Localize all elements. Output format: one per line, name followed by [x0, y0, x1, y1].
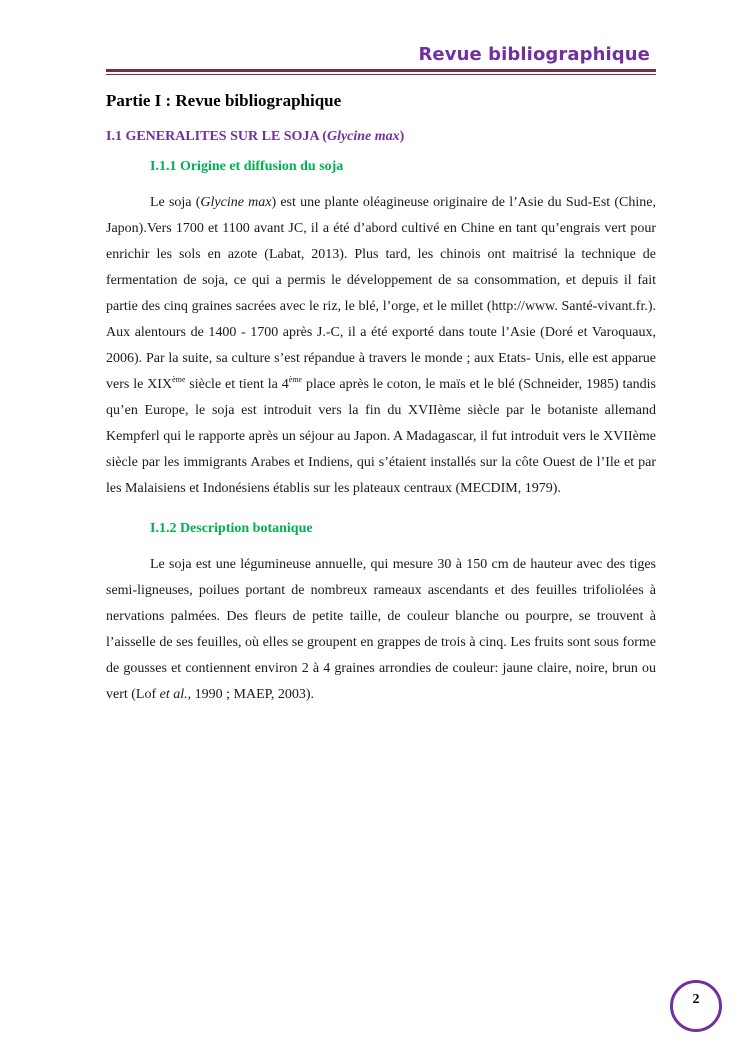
superscript-eme-1: ème: [172, 375, 186, 384]
paragraph-description-part2: , 1990 ; MAEP, 2003).: [187, 687, 315, 702]
header-double-rule: [106, 69, 656, 75]
page-content: [106, 88, 656, 724]
superscript-eme-2: ème: [288, 375, 303, 384]
paragraph-origine: [106, 190, 656, 502]
page-number-badge: [670, 980, 722, 1032]
running-header-title: Revue bibliographique: [418, 44, 650, 65]
header-rule-thin-line: [106, 74, 656, 75]
paragraph-origine-species: Glycine max: [200, 195, 272, 210]
paragraph-origine-part1: ) est une plante oléagineuse originaire de l’Asie du Sud-Est (Chine, Japon).Vers 1700 et 1100 avant JC, il a été d’abord cultivé en Chine en tant qu’engrais vert pour enrichir les sols en azote (Labat, 2013). Plus tard, les chinois ont maitrisé la technique de fermentation de soja, ce qui a permis le développement de sa consommation, et depuis il fait partie des cinq graines sacrées avec le riz, le blé, l’orge, et le millet (http://www. Santé-vivant.fr.). Aux alentours de 1400 - 1700 après J.-C, il a été exporté dans toute l’Asie (Doré et Varoquaux, 2006). Par la suite, sa culture s’est répandue à travers le monde ; aux Etats- Unis, elle est apparue vers le XIX: [106, 195, 656, 392]
section-title-prefix: I.1 GENERALITES SUR LE SOJA (: [106, 129, 327, 144]
paragraph-description: [106, 552, 656, 708]
section-title: [106, 126, 656, 148]
paragraph-origine-part3: place après le coton, le maïs et le blé (Schneider, 1985) tandis qu’en Europe, le soja est introduit vers la fin du XVIIème siècle par le botaniste allemand Kempferl qui le rapporte après un séjour au Japon. A Madagascar, il fut introduit vers le XVIIème siècle par les immigrants Arabes et Indiens, qui s’étaient installés sur la côte Ouest de l’Ile et par les Malaisiens et Indonésiens établis sur les plateaux centraux (MECDIM, 1979).: [106, 377, 656, 496]
paragraph-description-part1: Le soja est une légumineuse annuelle, qui mesure 30 à 150 cm de hauteur avec des tiges semi-ligneuses, poilues portant de nombreux rameaux ascendants et des feuilles trifoliolées à nervations palmées. Des fleurs de petite taille, de couleur blanche ou pourpre, se trouvent à l’aisselle de ses feuilles, où elles se groupent en grappes de trois à cinq. Les fruits sont sous forme de gousses et contiennent environ 2 à 4 graines arrondies de couleur: jaune claire, noire, brun ou vert (Lof: [106, 557, 656, 702]
section-title-suffix: ): [399, 129, 405, 144]
paragraph-origine-start: Le soja (: [150, 195, 201, 210]
header-rule-thick-line: [106, 69, 656, 72]
paragraph-description-etal: et al.: [159, 687, 188, 702]
section-title-species: Glycine max: [326, 129, 400, 144]
page-number: 2: [692, 992, 700, 1007]
subsection-title-description: I.1.2 Description botanique: [150, 521, 313, 536]
part-title: Partie I : Revue bibliographique: [106, 91, 342, 110]
paragraph-origine-part2: siècle et tient la 4: [185, 377, 289, 392]
subsection-title-origine: I.1.1 Origine et diffusion du soja: [150, 159, 344, 174]
